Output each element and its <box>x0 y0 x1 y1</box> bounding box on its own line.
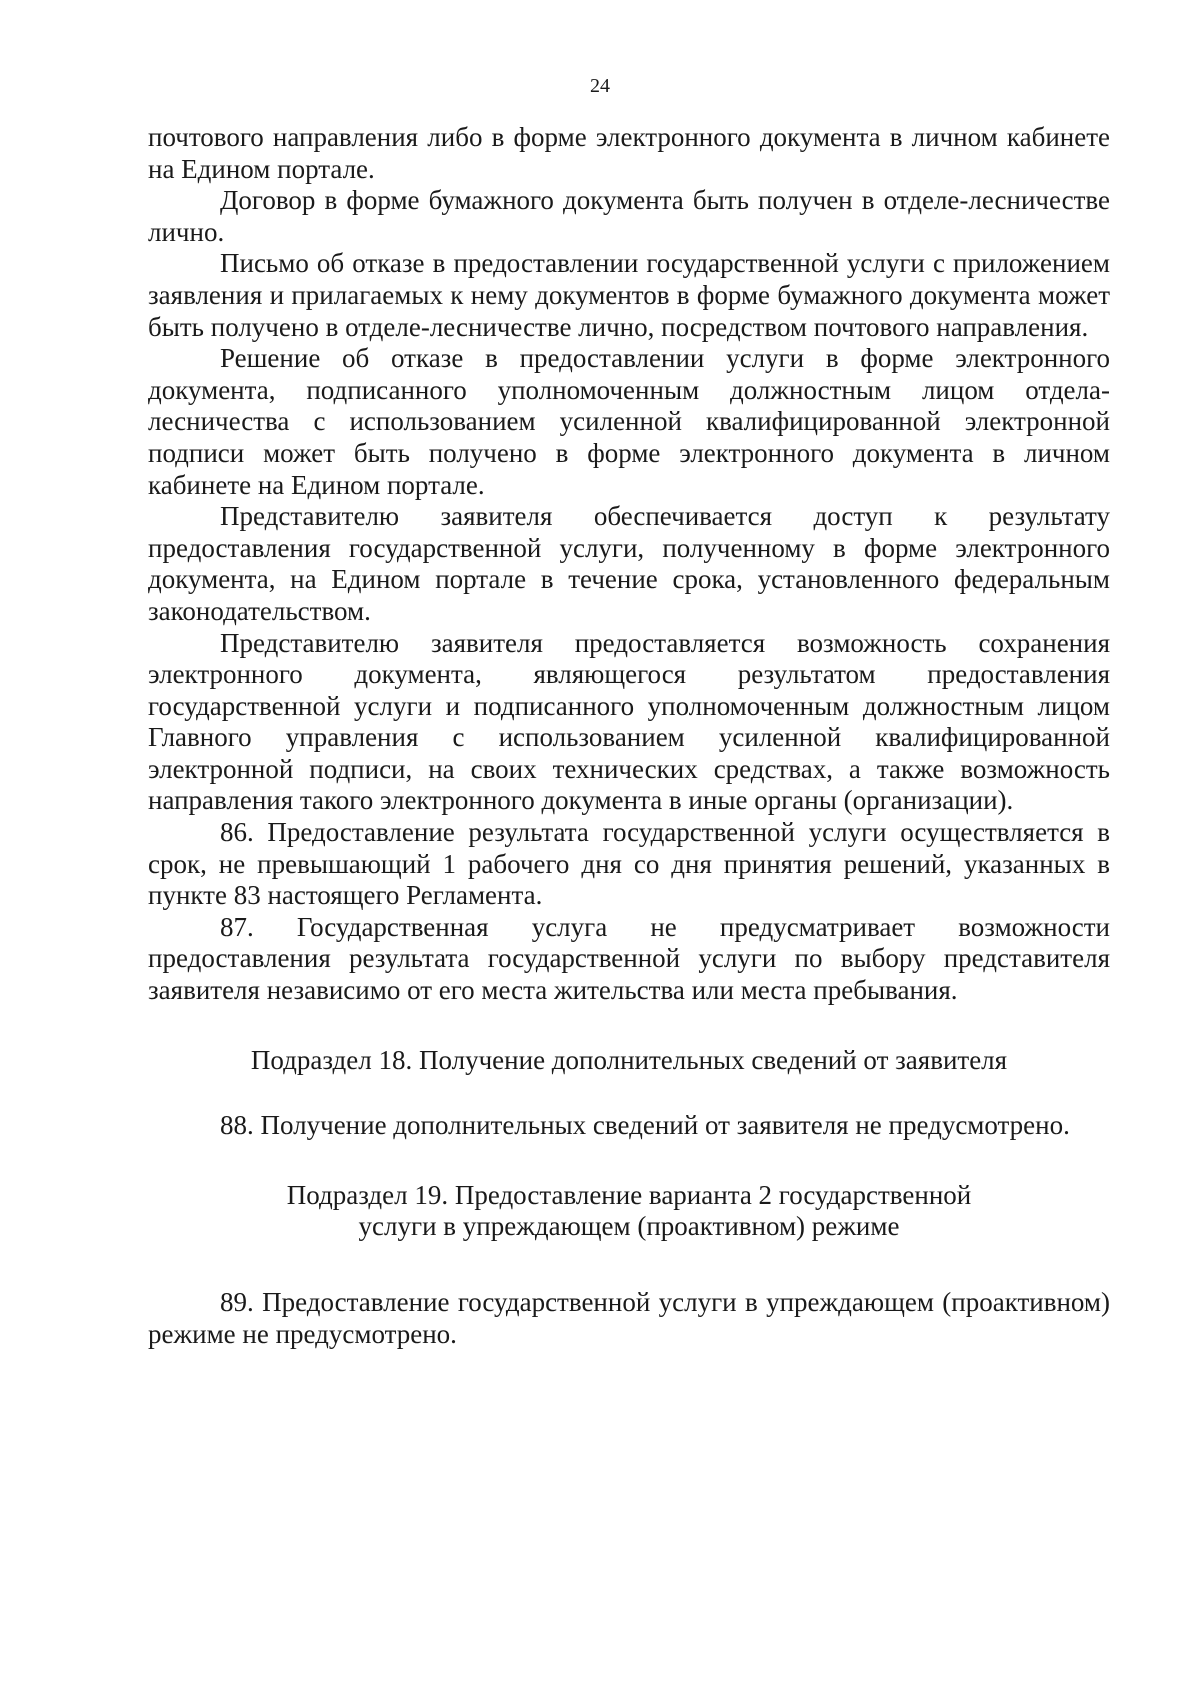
subsection-19-heading-line1: Подраздел 19. Предоставление варианта 2 государственной <box>286 1179 972 1210</box>
paragraph-representative-access: Представителю заявителя обеспечивается доступ к результату предоставления государственной услуги, полученному в форме электронного документа, на Едином портале в течение срока, установленного федеральным законодательством. <box>148 501 1110 626</box>
subsection-19-heading <box>148 1180 1110 1243</box>
spacer <box>148 1007 1110 1045</box>
paragraph-item-88: 88. Получение дополнительных сведений от заявителя не предусмотрено. <box>220 1110 1070 1141</box>
paragraph-item-89: 89. Предоставление государственной услуги в упреждающем (проактивном) режиме не предусмотрено. <box>148 1287 1110 1349</box>
spacer <box>148 1076 1110 1110</box>
paragraph-representative-save: Представителю заявителя предоставляется возможность сохранения электронного документа, являющегося результатом предоставления государственной услуги и подписанного уполномоченным должностным лицом Главного управления с использованием усиленной квалифицированной электронной подписи, на своих технических средствах, а также возможность направления такого электронного документа в иные органы (организации). <box>148 627 1110 816</box>
document-body <box>148 122 1110 1350</box>
subsection-18-heading: Подраздел 18. Получение дополнительных сведений от заявителя <box>250 1044 1008 1075</box>
subsection-19-heading-line2: услуги в упреждающем (проактивном) режиме <box>358 1211 900 1242</box>
page-number: 24 <box>590 75 610 97</box>
paragraph-item-86: 86. Предоставление результата государственной услуги осуществляется в срок, не превышающий 1 рабочего дня со дня принятия решений, указанных в пункте 83 настоящего Регламента. <box>148 817 1110 911</box>
paragraph-item-87: 87. Государственная услуга не предусматривает возможности предоставления результата государственной услуги по выбору представителя заявителя независимо от его места жительства или места пребывания. <box>148 911 1110 1006</box>
spacer <box>148 1243 1110 1287</box>
paragraph-contract-paper: Договор в форме бумажного документа быть получен в отделе-лесничестве лично. <box>148 185 1110 247</box>
spacer <box>148 1142 1110 1180</box>
paragraph-postal-delivery: почтового направления либо в форме электронного документа в личном кабинете на Едином портале. <box>148 122 1110 184</box>
paragraph-refusal-decision: Решение об отказе в предоставлении услуги в форме электронного документа, подписанного уполномоченным должностным лицом отдела-лесничества с использованием усиленной квалифицированной электронной подписи может быть получено в форме электронного документа в личном кабинете на Едином портале. <box>148 343 1110 500</box>
paragraph-refusal-letter: Письмо об отказе в предоставлении государственной услуги с приложением заявления и прилагаемых к нему документов в форме бумажного документа может быть получено в отделе-лесничестве лично, посредством почтового направления. <box>148 248 1110 342</box>
